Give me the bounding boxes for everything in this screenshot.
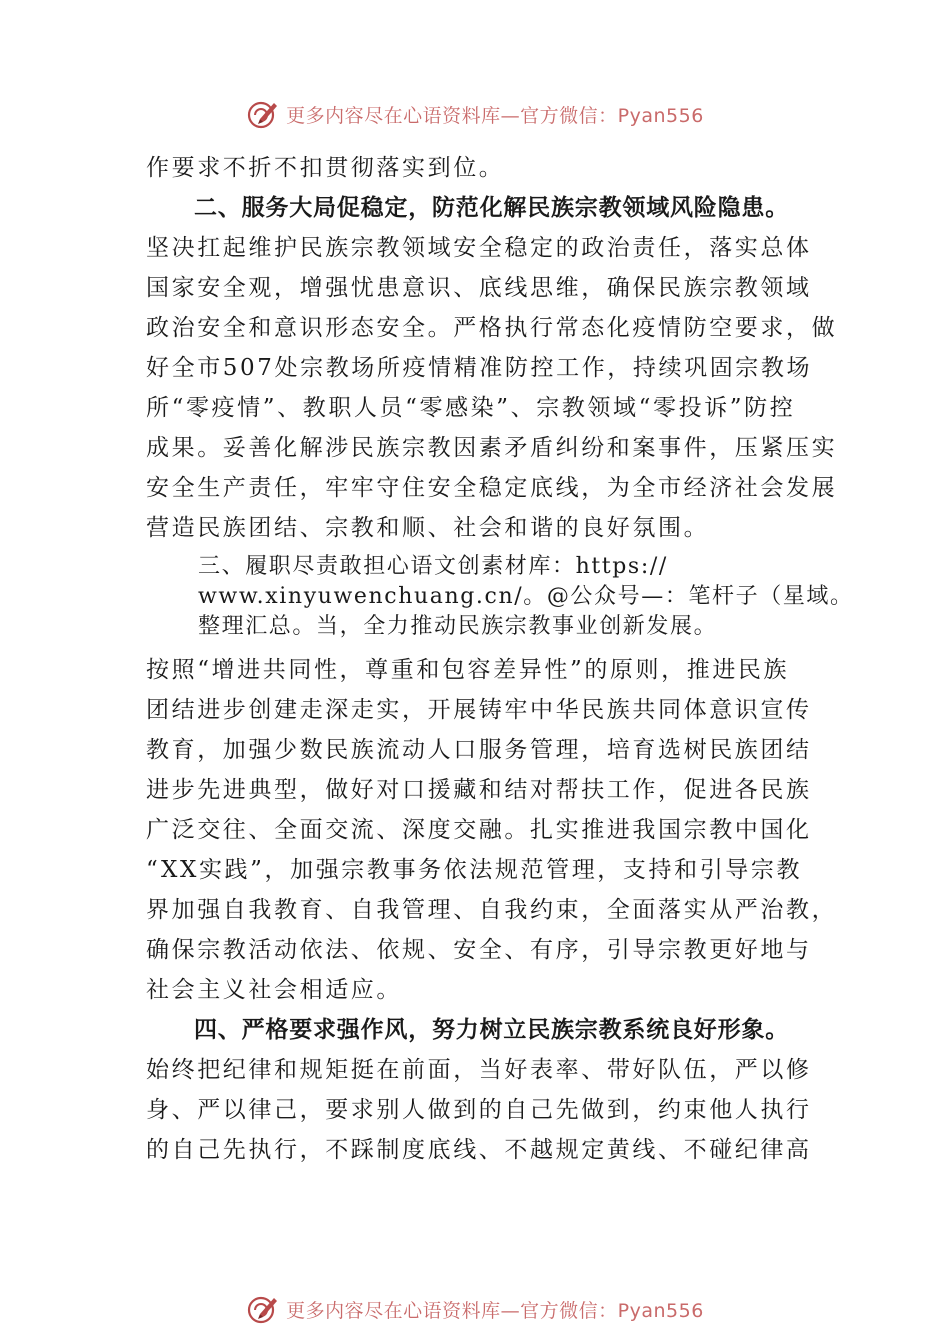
body-line: 坚决扛起维护民族宗教领域安全稳定的政治责任，落实总体 <box>146 235 812 261</box>
banner-site-text: 更多内容尽在心语资料库—官方微信： <box>286 1299 618 1322</box>
body-line: 安全生产责任，牢牢守住安全稳定底线，为全市经济社会发展 <box>146 475 838 501</box>
body-line: 教育，加强少数民族流动人口服务管理，培育选树民族团结 <box>146 737 812 763</box>
pen-logo-icon <box>246 97 280 131</box>
body-line: 身、严以律己，要求别人做到的自己先做到，约束他人执行 <box>146 1097 812 1123</box>
body-line: 的自己先执行，不踩制度底线、不越规定黄线、不碰纪律高 <box>146 1137 812 1163</box>
body-line: 政治安全和意识形态安全。严格执行常态化疫情防空要求，做 <box>146 315 838 341</box>
body-line: 社会主义社会相适应。 <box>146 977 402 1003</box>
pen-logo-icon <box>246 1292 280 1326</box>
body-line: “XX实践”，加强宗教事务依法规范管理，支持和引导宗教 <box>146 857 803 883</box>
banner-wechat-id: Pyan556 <box>617 104 704 127</box>
note-line: www.xinyuwenchuang.cn/。@公众号—：笔杆子（星域。 <box>198 584 854 609</box>
body-line: 好全市507处宗教场所疫情精准防控工作，持续巩固宗教场 <box>146 355 813 381</box>
body-line: 营造民族团结、宗教和顺、社会和谐的良好氛围。 <box>146 515 710 541</box>
body-line: 国家安全观，增强忧患意识、底线思维，确保民族宗教领域 <box>146 275 812 301</box>
banner-wechat-id: Pyan556 <box>617 1299 704 1322</box>
body-line: 界加强自我教育、自我管理、自我约束，全面落实从严治教， <box>146 897 838 923</box>
banner-site-text: 更多内容尽在心语资料库—官方微信： <box>286 104 618 127</box>
footer-banner <box>0 1289 950 1329</box>
body-line: 按照“增进共同性，尊重和包容差异性”的原则，推进民族 <box>146 657 790 683</box>
body-line: 作要求不折不扣贯彻落实到位。 <box>146 155 505 181</box>
body-line: 始终把纪律和规矩挺在前面，当好表率、带好队伍，严以修 <box>146 1057 812 1083</box>
body-line: 团结进步创建走深走实，开展铸牢中华民族共同体意识宣传 <box>146 697 812 723</box>
body-line: 进步先进典型，做好对口援藏和结对帮扶工作，促进各民族 <box>146 777 812 803</box>
document-body <box>146 148 854 1170</box>
body-line: 所“零疫情”、教职人员“零感染”、宗教领域“零投诉”防控 <box>146 395 796 421</box>
banner-inner <box>246 97 704 131</box>
header-banner <box>0 94 950 134</box>
body-line: 广泛交往、全面交流、深度交融。扎实推进我国宗教中国化 <box>146 817 812 843</box>
section-heading-4: 四、严格要求强作风，努力树立民族宗教系统良好形象。 <box>194 1017 789 1043</box>
body-line: 成果。妥善化解涉民族宗教因素矛盾纠纷和案事件，压紧压实 <box>146 435 838 461</box>
body-line: 确保宗教活动依法、依规、安全、有序，引导宗教更好地与 <box>146 937 812 963</box>
section-heading-3-note <box>146 552 854 642</box>
note-line: 整理汇总。当，全力推动民族宗教事业创新发展。 <box>198 614 718 639</box>
banner-text <box>286 1296 704 1323</box>
banner-text <box>286 101 704 128</box>
section-heading-2: 二、服务大局促稳定，防范化解民族宗教领域风险隐患。 <box>194 195 789 221</box>
banner-inner <box>246 1292 704 1326</box>
note-line: 三、履职尽责敢担心语文创素材库：https:// <box>198 554 668 579</box>
